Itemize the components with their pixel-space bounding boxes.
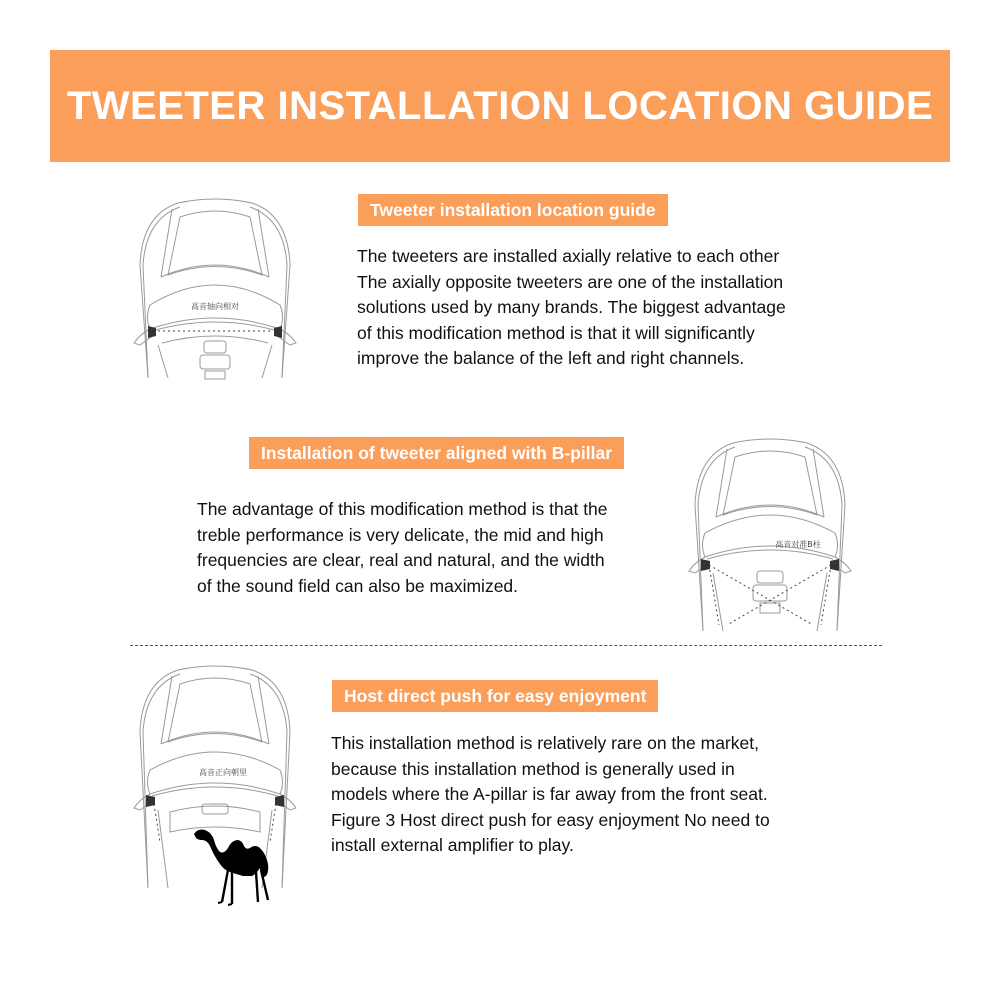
paragraph-b-pillar [197,497,608,599]
paragraph-axial [357,244,786,372]
car-diagram-axial [128,195,303,380]
paragraph-line: The tweeters are installed axially relative to each other [357,246,780,266]
paragraph-line: because this installation method is generally used in [331,758,735,779]
paragraph-direct-push [331,731,770,859]
page-title: TWEETER INSTALLATION LOCATION GUIDE [66,83,934,128]
heading-direct-push: Host direct push for easy enjoyment [332,680,658,712]
paragraph-line: improve the balance of the left and right channels. [357,348,745,368]
car-label-axial: 高音轴向相对 [191,302,239,311]
car-label-b-pillar: 高音对准B柱 [775,540,821,549]
paragraph-line: of the sound field can also be maximized. [197,575,519,596]
car-diagram-direct-push [128,662,303,910]
heading-b-pillar: Installation of tweeter aligned with B-pillar [249,437,624,469]
paragraph-line: This installation method is relatively rare on the market, [331,733,759,753]
paragraph-line: install external amplifier to play. [331,835,574,855]
camel-logo-icon [194,830,268,906]
paragraph-line: Figure 3 Host direct push for easy enjoyment No need to [331,809,770,830]
heading-axial: Tweeter installation location guide [358,194,668,226]
paragraph-line: treble performance is very delicate, the mid and high [197,524,604,545]
section-divider [130,645,882,646]
paragraph-line: solutions used by many brands. The biggest advantage [357,297,786,317]
paragraph-line: The axially opposite tweeters are one of the installation [357,271,784,292]
paragraph-line: models where the A-pillar is far away from the front seat. [331,784,768,804]
car-diagram-b-pillar [683,435,858,633]
paragraph-line: of this modification method is that it will significantly [357,322,755,343]
title-banner [50,50,950,162]
paragraph-line: frequencies are clear, real and natural, and the width [197,550,605,570]
car-label-direct-push: 高音正向朝里 [199,768,247,777]
paragraph-line: The advantage of this modification method is that the [197,499,608,519]
